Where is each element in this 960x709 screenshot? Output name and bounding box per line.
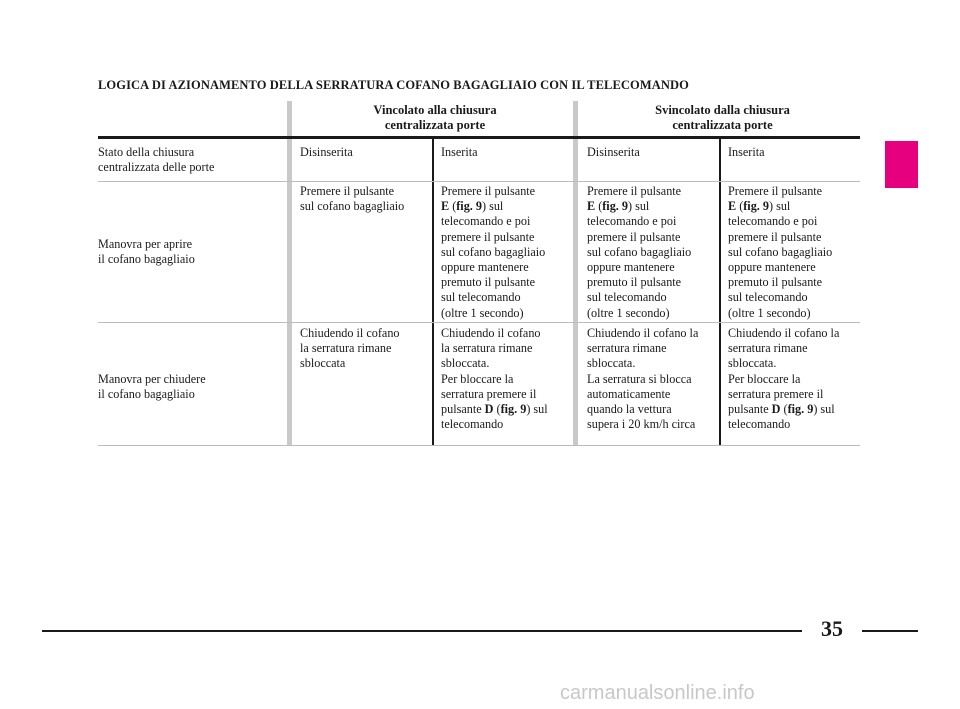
- cell-line: Chiudendo il cofano: [300, 326, 400, 340]
- page-number: 35: [821, 616, 843, 641]
- cell-text: pulsante: [441, 402, 485, 417]
- cell-text: (: [736, 199, 744, 214]
- figure-reference: fig. 9: [743, 199, 769, 214]
- cell-line: sbloccata: [300, 356, 346, 371]
- cell-line: telecomando: [441, 417, 504, 432]
- cell-line: Per bloccare la: [728, 371, 801, 386]
- column-divider-line: [432, 138, 434, 445]
- cell-aprire-linked-on: [441, 184, 545, 321]
- group-header-linked: [300, 103, 570, 133]
- cell-chiudere-unlinked-on: [728, 326, 839, 432]
- footer-rule-left: [42, 630, 802, 632]
- button-key-label: E: [441, 199, 450, 214]
- row-divider: [98, 445, 860, 446]
- cell-stato-unlinked-on: Inserita: [728, 145, 765, 159]
- cell-chiudere-linked-off: [300, 326, 400, 372]
- group-header-unlinked: [585, 103, 860, 133]
- group-header-line: centralizzata porte: [672, 118, 773, 132]
- cell-line: serratura rimane: [728, 341, 808, 356]
- cell-line: [441, 199, 545, 214]
- column-divider-bar: [573, 101, 578, 445]
- cell-line: serratura premere il: [728, 386, 824, 401]
- figure-reference: fig. 9: [500, 402, 527, 417]
- cell-line: premere il pulsante: [728, 229, 822, 244]
- cell-text: (: [780, 402, 788, 417]
- group-header-line: Vincolato alla chiusura: [373, 103, 497, 117]
- table-title: LOGICA DI AZIONAMENTO DELLA SERRATURA COFANO BAGAGLIAIO CON IL TELECOMANDO: [98, 78, 689, 92]
- cell-line: serratura rimane: [587, 341, 667, 356]
- column-divider-line: [719, 138, 721, 445]
- cell-line: telecomando e poi: [587, 214, 677, 229]
- cell-aprire-linked-off: [300, 184, 404, 214]
- watermark: carmanualsonline.info: [560, 682, 755, 704]
- cell-line: premuto il pulsante: [441, 275, 536, 290]
- row-label-line: Manovra per aprire: [98, 237, 193, 251]
- cell-aprire-unlinked-on: [728, 184, 832, 321]
- cell-line: oppure mantenere: [728, 260, 816, 275]
- cell-line: Premere il pulsante: [441, 184, 536, 198]
- cell-line: sul cofano bagagliaio: [300, 199, 405, 214]
- cell-line: premere il pulsante: [587, 229, 681, 244]
- cell-text: pulsante: [728, 402, 772, 417]
- cell-text: ) sul: [813, 402, 835, 417]
- cell-line: Chiudendo il cofano la: [728, 326, 840, 340]
- cell-chiudere-unlinked-off: [587, 326, 698, 432]
- row-label-stato: [98, 145, 214, 175]
- column-divider-bar: [287, 101, 292, 445]
- row-label-chiudere: [98, 372, 206, 402]
- cell-line: sbloccata.: [728, 356, 777, 371]
- cell-line: sul cofano bagagliaio: [587, 244, 692, 259]
- cell-line: Chiudendo il cofano: [441, 326, 541, 340]
- cell-stato-linked-on: Inserita: [441, 145, 478, 159]
- cell-stato-linked-off: Disinserita: [300, 145, 353, 159]
- cell-line: telecomando e poi: [441, 214, 531, 229]
- cell-line: [728, 199, 832, 214]
- cell-line: oppure mantenere: [441, 260, 529, 275]
- row-divider: [98, 181, 860, 182]
- cell-line: telecomando: [728, 417, 791, 432]
- cell-line: oppure mantenere: [587, 260, 675, 275]
- cell-line: (oltre 1 secondo): [728, 305, 811, 320]
- button-key-label: D: [771, 402, 781, 417]
- cell-line: quando la vettura: [587, 402, 672, 417]
- cell-line: Premere il pulsante: [587, 184, 682, 198]
- row-label-line: Stato della chiusura: [98, 145, 195, 159]
- cell-line: [441, 402, 548, 417]
- row-label-aprire: [98, 237, 195, 267]
- cell-line: La serratura si blocca: [587, 371, 692, 386]
- cell-line: Per bloccare la: [441, 371, 514, 386]
- cell-line: premuto il pulsante: [587, 275, 682, 290]
- cell-line: sul telecomando: [441, 290, 521, 305]
- cell-line: sul telecomando: [587, 290, 667, 305]
- cell-aprire-unlinked-off: [587, 184, 691, 321]
- cell-line: supera i 20 km/h circa: [587, 417, 696, 432]
- row-label-line: il cofano bagagliaio: [98, 387, 195, 402]
- row-label-line: Manovra per chiudere: [98, 372, 206, 386]
- cell-text: (: [449, 199, 457, 214]
- cell-line: sbloccata.: [587, 356, 636, 371]
- cell-line: [587, 199, 691, 214]
- cell-line: sul telecomando: [728, 290, 808, 305]
- cell-line: sul cofano bagagliaio: [441, 244, 546, 259]
- button-key-label: D: [484, 402, 494, 417]
- group-header-line: Svincolato dalla chiusura: [655, 103, 790, 117]
- cell-text: ) sul: [526, 402, 548, 417]
- cell-chiudere-linked-on: [441, 326, 548, 432]
- cell-line: (oltre 1 secondo): [441, 305, 524, 320]
- button-key-label: E: [728, 199, 737, 214]
- cell-line: telecomando e poi: [728, 214, 818, 229]
- figure-reference: fig. 9: [602, 199, 628, 214]
- cell-text: ) sul: [627, 199, 650, 214]
- figure-reference: fig. 9: [456, 199, 482, 214]
- cell-line: Chiudendo il cofano la: [587, 326, 699, 340]
- cell-text: (: [493, 402, 501, 417]
- cell-text: ) sul: [481, 199, 504, 214]
- row-divider: [98, 322, 860, 323]
- section-tab-marker: [885, 141, 918, 188]
- footer-rule-right: [862, 630, 918, 632]
- cell-line: automaticamente: [587, 386, 671, 401]
- cell-line: premere il pulsante: [441, 229, 535, 244]
- cell-line: la serratura rimane: [300, 341, 392, 356]
- cell-line: serratura premere il: [441, 386, 537, 401]
- button-key-label: E: [587, 199, 596, 214]
- cell-line: Premere il pulsante: [728, 184, 823, 198]
- group-header-line: centralizzata porte: [384, 118, 486, 132]
- cell-text: (: [595, 199, 603, 214]
- figure-reference: fig. 9: [787, 402, 814, 417]
- cell-line: sbloccata.: [441, 356, 490, 371]
- cell-line: la serratura rimane: [441, 341, 533, 356]
- cell-line: [728, 402, 839, 417]
- cell-line: Premere il pulsante: [300, 184, 395, 198]
- cell-line: (oltre 1 secondo): [587, 305, 670, 320]
- cell-line: sul cofano bagagliaio: [728, 244, 833, 259]
- row-label-line: centralizzata delle porte: [98, 160, 215, 175]
- cell-text: ) sul: [768, 199, 791, 214]
- cell-stato-unlinked-off: Disinserita: [587, 145, 640, 159]
- row-label-line: il cofano bagagliaio: [98, 252, 195, 267]
- header-rule: [98, 136, 860, 139]
- cell-line: premuto il pulsante: [728, 275, 823, 290]
